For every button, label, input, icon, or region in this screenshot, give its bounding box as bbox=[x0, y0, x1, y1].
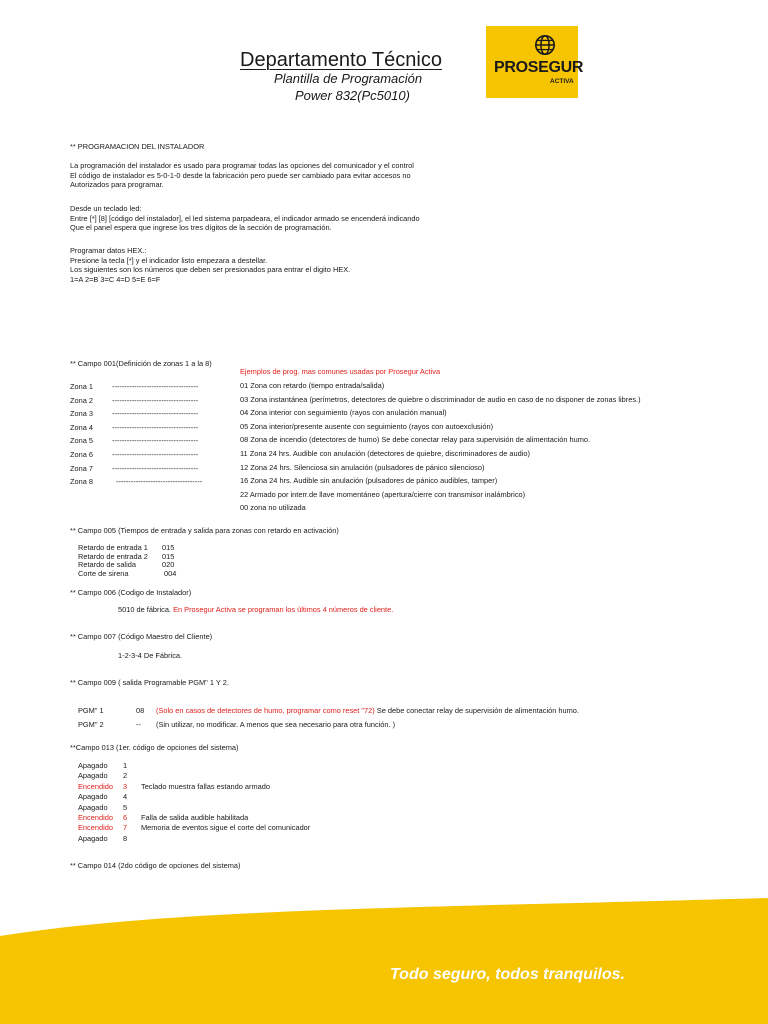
list-item: 04 Zona interior con seguimiento (rayos con anulación manual) bbox=[240, 408, 447, 418]
option-state: Apagado bbox=[78, 833, 108, 843]
option-desc: Falla de salida audible habilitada bbox=[141, 813, 249, 823]
option-desc: Teclado muestra fallas estando armado bbox=[141, 781, 270, 791]
campo-013-descriptions bbox=[141, 761, 310, 844]
intro-paragraph-2: Desde un teclado led: Entre [*] [8] [código del instalador], el led sistema parpadeara, el indicador armado se encenderá indicando Que el panel espera que ingrese los tres dígitos de la sección de programación. bbox=[70, 204, 420, 233]
pgm-2-desc: (Sin utilizar, no modificar. A menos que sea necesario para otra función. ) bbox=[156, 720, 396, 729]
option-state: Apagado bbox=[78, 792, 108, 802]
pgm-1-desc: (Solo en casos de detectores de humo, programar como reset "72) Se debe conectar relay de supervisión de alimentación humo. bbox=[156, 706, 579, 715]
campo-013-states bbox=[78, 761, 113, 844]
zone-row: Zona 4 bbox=[70, 422, 94, 432]
campo-009-heading: ** Campo 009 ( salida Programable PGM" 1 Y 2. bbox=[70, 678, 229, 687]
footer-wave bbox=[0, 878, 768, 1024]
campo-001-heading: ** Campo 001(Definición de zonas 1 a la 8) bbox=[70, 359, 212, 368]
list-item: 11 Zona 24 hrs. Audible con anulación (detectores de quiebre, discriminadores de audio) bbox=[240, 448, 530, 458]
examples-title: Ejemplos de prog. mas comunes usadas por Prosegur Activa bbox=[240, 367, 441, 376]
zone-row: Zona 6 bbox=[70, 449, 94, 459]
campo-013-heading: **Campo 013 (1er. código de opciones del sistema) bbox=[70, 743, 239, 752]
prosegur-logo bbox=[486, 26, 584, 98]
option-state: Encendido bbox=[78, 823, 113, 833]
zone-row: Zona 1 bbox=[70, 382, 94, 391]
footer-slogan: Todo seguro, todos tranquilos. bbox=[390, 966, 625, 983]
pgm-1-value: 08 bbox=[136, 706, 145, 715]
list-item: 05 Zona interior/presente ausente con seguimiento (rayos con autoexclusión) bbox=[240, 421, 494, 431]
zone-row: Zona 2 bbox=[70, 395, 94, 405]
list-item: 03 Zona instantánea (perímetros, detectores de quiebre o discriminador de audio en caso de no disponer de zonas libres.) bbox=[240, 394, 641, 404]
campo-005-labels: Retardo de entrada 1 Retardo de entrada 2 Retardo de salida Corte de sirena bbox=[78, 543, 148, 578]
campo-005-values: 015 015 020 004 bbox=[162, 543, 177, 578]
pgm-2-label: PGM" 2 bbox=[78, 720, 104, 729]
option-state: Encendido bbox=[78, 813, 113, 823]
list-item: 00 zona no utilizada bbox=[240, 503, 306, 513]
list-item: 01 Zona con retardo (tiempo entrada/salida) bbox=[240, 381, 385, 390]
intro-paragraph-3: Programar datos HEX.: Presione la tecla [*] y el indicador listo empezara a destellar. Los siguientes son los números que deben ser presionados para entrar el digito HEX. 1=A 2=B 3=C 4=D 5=E 6=F bbox=[70, 246, 351, 284]
campo-006-heading: ** Campo 006 (Codigo de Instalador) bbox=[70, 588, 192, 597]
option-state: Apagado bbox=[78, 761, 108, 770]
zone-row: Zona 8 bbox=[70, 477, 94, 487]
logo-sub: ACTIVA bbox=[550, 78, 574, 85]
zone-row: Zona 3 bbox=[70, 409, 94, 419]
campo-006-text: 5010 de fábrica. En Prosegur Activa se programan los últimos 4 números de cliente. bbox=[118, 605, 394, 614]
campo-005-heading: ** Campo 005 (Tiempos de entrada y salida para zonas con retardo en activación) bbox=[70, 526, 339, 535]
page-title: Departamento Técnico bbox=[240, 49, 442, 71]
pgm-1-label: PGM" 1 bbox=[78, 706, 104, 715]
page-subtitle: Plantilla de Programación bbox=[274, 71, 423, 86]
page-subtitle-model: Power 832(Pc5010) bbox=[295, 88, 410, 103]
zone-list bbox=[70, 382, 93, 491]
list-item: 22 Armado por interr.de llave momentáneo (apertura/cierre con transmisor inalámbrico) bbox=[240, 489, 526, 499]
list-item: 08 Zona de incendio (detectores de humo) Se debe conectar relay para supervisión de alimentación humo. bbox=[240, 435, 591, 445]
campo-007-heading: ** Campo 007 (Código Maestro del Cliente) bbox=[70, 632, 213, 641]
option-state: Encendido bbox=[78, 781, 113, 791]
campo-007-text: 1-2-3-4 De Fábrica. bbox=[118, 651, 183, 660]
list-item: 16 Zona 24 hrs. Audible sin anulación (pulsadores de pánico audibles, tamper) bbox=[240, 476, 498, 486]
option-state: Apagado bbox=[78, 771, 108, 781]
campo-014-heading: ** Campo 014 (2do código de opciones del sistema) bbox=[70, 861, 241, 870]
intro-heading: ** PROGRAMACION DEL INSTALADOR bbox=[70, 142, 205, 151]
logo-name: PROSEGUR bbox=[494, 59, 584, 76]
zone-dashes: ----------------------------------- ----------------------------------- ----------------------------------- ----------------------------------- ----------------------------------- ----------------------------------- ----------------------------------- ----------------------------------- bbox=[112, 382, 203, 487]
campo-013-numbers: 1 2 3 4 5 6 7 8 bbox=[123, 761, 128, 843]
campo-006-note: En Prosegur Activa se programan los últimos 4 números de cliente. bbox=[173, 605, 394, 614]
list-item: 12 Zona 24 hrs. Silenciosa sin anulación (pulsadores de pánico silencioso) bbox=[240, 462, 485, 472]
intro-paragraph-1: La programación del instalador es usado para programar todas las opciones del comunicador y el control El código de instalador es 5-0-1-0 desde la fabricación pero puede ser cambiado para evitar accesos no Autorizados para programar. bbox=[70, 161, 414, 190]
option-state: Apagado bbox=[78, 802, 108, 812]
zone-row: Zona 5 bbox=[70, 436, 94, 446]
option-desc: Memoria de eventos sigue el corte del comunicador bbox=[141, 823, 311, 833]
zone-row: Zona 7 bbox=[70, 463, 94, 473]
zone-examples bbox=[240, 381, 641, 517]
globe-icon bbox=[534, 34, 556, 56]
pgm-2-value: -- bbox=[136, 720, 141, 729]
